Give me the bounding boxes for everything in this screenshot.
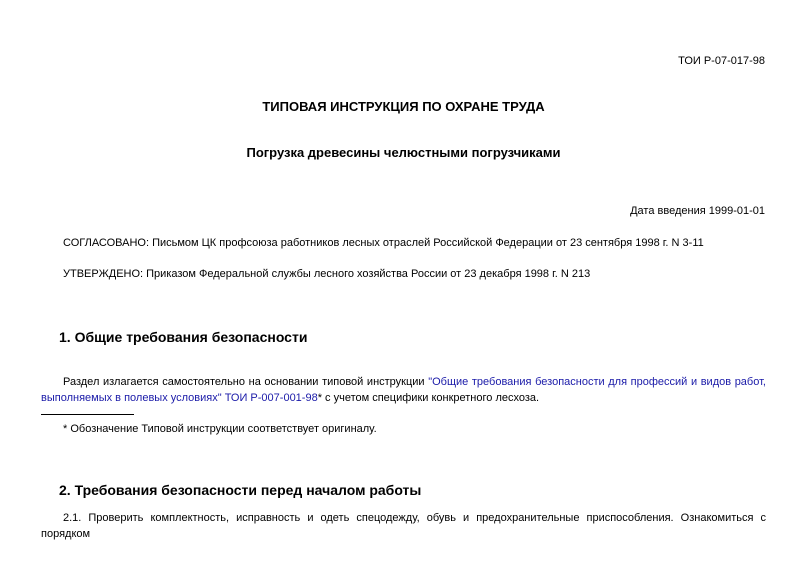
footnote: * Обозначение Типовой инструкции соответствует оригиналу.: [63, 423, 377, 435]
reference-link[interactable]: "Общие требования безопасности для профессий и видов работ, выполняемых в полевых условиях" ТОИ Р-007-001-98: [41, 376, 766, 404]
confirmation-note: УТВЕРЖДЕНО: Приказом Федеральной службы лесного хозяйства России от 23 декабря 1998 г. N 213: [63, 268, 591, 280]
section-heading-general-requirements: 1. Общие требования безопасности: [59, 329, 308, 345]
item-2-1-paragraph: 2.1. Проверить комплектность, исправность и одеть спецодежду, обувь и предохранительные приспособления. Ознакомиться с порядком: [41, 512, 766, 540]
paragraph-text-end: * с учетом специфики конкретного лесхоза.: [317, 392, 540, 404]
document-subtitle: Погрузка древесины челюстными погрузчиками: [246, 145, 561, 160]
document-title: ТИПОВАЯ ИНСТРУКЦИЯ ПО ОХРАНЕ ТРУДА: [262, 99, 545, 114]
approval-note: СОГЛАСОВАНО: Письмом ЦК профсоюза работников лесных отраслей Российской Федерации от 23 сентября 1998 г. N 3-11: [63, 237, 704, 249]
general-requirements-paragraph: [41, 374, 766, 406]
section-heading-before-work: 2. Требования безопасности перед началом работы: [59, 482, 422, 498]
introduction-date: Дата введения 1999-01-01: [630, 205, 765, 217]
paragraph-text: Раздел излагается самостоятельно на основании типовой инструкции: [63, 376, 429, 388]
document-code: ТОИ Р-07-017-98: [678, 55, 765, 67]
footnote-divider: [41, 414, 134, 415]
